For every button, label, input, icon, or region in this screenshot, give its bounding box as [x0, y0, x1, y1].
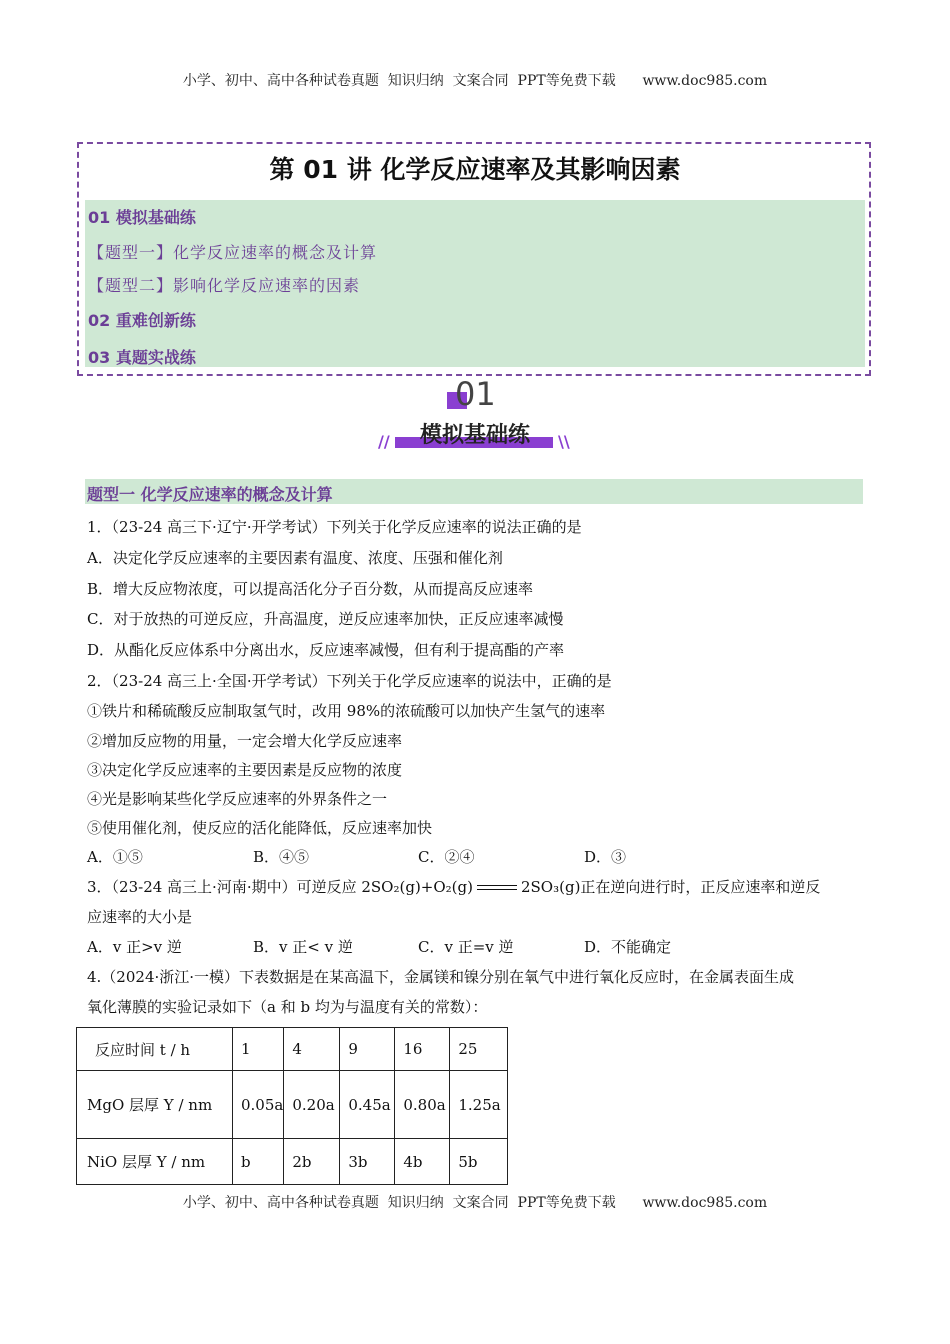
equilibrium-arrow-icon [477, 883, 517, 893]
page-footer: 小学、初中、高中各种试卷真题 知识归纳 文案合同 PPT等免费下载 www.doc985.com [182, 1195, 768, 1211]
table-cell: 0.45a [340, 1071, 395, 1139]
toc-topic-2[interactable]: 【题型二】影响化学反应速率的因素 [88, 276, 361, 295]
table-cell: 0.05a [233, 1071, 284, 1139]
banner-number: 01 [455, 375, 496, 413]
section-heading [85, 479, 863, 504]
q3-stem-part2: 2SO₃(g)正在逆向进行时，正反应速率和逆反 [520, 878, 821, 896]
q3-stem-line2: 应速率的大小是 [87, 908, 193, 926]
q3-stem [87, 877, 820, 897]
table-of-contents [85, 200, 865, 367]
q3-option-c: C．v 正=v 逆 [418, 938, 514, 956]
toc-section-3[interactable]: 03 真题实战练 [88, 348, 196, 367]
table-header-cell: 反应时间 t / h [77, 1028, 233, 1071]
q2-statement-1: ①铁片和稀硫酸反应制取氢气时，改用 98%的浓硫酸可以加快产生氢气的速率 [87, 702, 606, 720]
q2-statement-4: ④光是影响某些化学反应速率的外界条件之一 [87, 790, 388, 808]
oxidation-data-table [76, 1027, 508, 1185]
table-cell: 5b [450, 1139, 508, 1185]
section-heading-text: 题型一 化学反应速率的概念及计算 [87, 485, 333, 504]
q4-stem-line2: 氧化薄膜的实验记录如下（a 和 b 均为与温度有关的常数）： [87, 998, 488, 1016]
q1-option-c: C．对于放热的可逆反应，升高温度，逆反应速率加快，正反应速率减慢 [87, 610, 564, 628]
table-header-cell: 1 [233, 1028, 284, 1071]
banner-title: 模拟基础练 [419, 423, 530, 448]
q2-option-d: D．③ [584, 848, 627, 866]
table-cell: b [233, 1139, 284, 1185]
q1-option-a: A．决定化学反应速率的主要因素有温度、浓度、压强和催化剂 [87, 549, 503, 567]
page-header: 小学、初中、高中各种试卷真题 知识归纳 文案合同 PPT等免费下载 www.doc985.com [182, 73, 768, 89]
q2-option-a: A．①⑤ [87, 848, 143, 866]
toc-section-2[interactable]: 02 重难创新练 [88, 311, 196, 330]
table-cell: 1.25a [450, 1071, 508, 1139]
q1-option-b: B．增大反应物浓度，可以提高活化分子百分数，从而提高反应速率 [87, 580, 534, 598]
q3-option-a: A．v 正>v 逆 [87, 938, 182, 956]
q2-stem: 2．（23-24 高三上·全国·开学考试）下列关于化学反应速率的说法中，正确的是 [87, 672, 612, 690]
table-header-cell: 25 [450, 1028, 508, 1071]
banner-slash-right: \\ [558, 432, 570, 451]
q4-stem-line1: 4.（2024·浙江·一模）下表数据是在某高温下，金属镁和镍分别在氧气中进行氧化反应时，在金属表面生成 [87, 968, 795, 986]
table-cell: 4b [395, 1139, 450, 1185]
table-header-cell: 16 [395, 1028, 450, 1071]
table-row-mgo [77, 1071, 508, 1139]
q2-statement-5: ⑤使用催化剂，使反应的活化能降低，反应速率加快 [87, 819, 433, 837]
q3-stem-part1: 3．（23-24 高三上·河南·期中）可逆反应 2SO₂(g)+O₂(g) [87, 878, 473, 896]
table-cell: 0.20a [284, 1071, 340, 1139]
q1-option-d: D．从酯化反应体系中分离出水，反应速率减慢，但有利于提高酯的产率 [87, 641, 565, 659]
table-row-nio [77, 1139, 508, 1185]
lecture-title: 第 01 讲 化学反应速率及其影响因素 [269, 155, 681, 184]
table-cell: 3b [340, 1139, 395, 1185]
table-header-row [77, 1028, 508, 1071]
table-cell: NiO 层厚 Y / nm [77, 1139, 233, 1185]
table-cell: 0.80a [395, 1071, 450, 1139]
table-header-cell: 4 [284, 1028, 340, 1071]
banner-slash-left: // [378, 432, 390, 451]
q1-stem: 1．（23-24 高三下·辽宁·开学考试）下列关于化学反应速率的说法正确的是 [87, 518, 582, 536]
q2-statement-3: ③决定化学反应速率的主要因素是反应物的浓度 [87, 761, 403, 779]
q3-option-d: D．不能确定 [584, 938, 672, 956]
q3-option-b: B．v 正< v 逆 [253, 938, 353, 956]
table-cell: 2b [284, 1139, 340, 1185]
q2-option-c: C．②④ [418, 848, 475, 866]
table-header-cell: 9 [340, 1028, 395, 1071]
toc-section-1[interactable]: 01 模拟基础练 [88, 208, 196, 227]
q2-option-b: B．④⑤ [253, 848, 310, 866]
table-cell: MgO 层厚 Y / nm [77, 1071, 233, 1139]
toc-topic-1[interactable]: 【题型一】化学反应速率的概念及计算 [88, 243, 378, 262]
q2-statement-2: ②增加反应物的用量，一定会增大化学反应速率 [87, 732, 403, 750]
